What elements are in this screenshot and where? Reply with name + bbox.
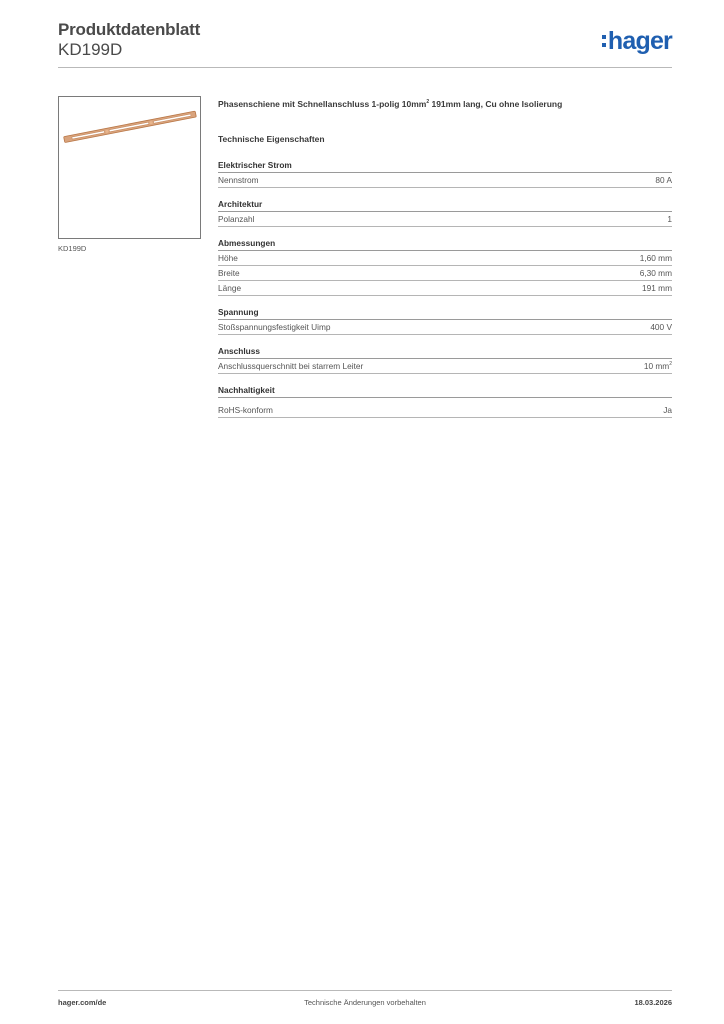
group-title: Abmessungen: [218, 237, 672, 251]
property-value: 400 V: [650, 321, 672, 332]
property-row: [218, 403, 672, 418]
property-label: Höhe: [218, 252, 238, 263]
property-label: Anschlussquerschnitt bei starrem Leiter: [218, 360, 364, 371]
product-image: [58, 96, 201, 239]
property-group-spannung: [218, 306, 672, 335]
property-row: [218, 266, 672, 281]
property-group-nachhaltigkeit: [218, 384, 672, 418]
product-code: KD199D: [58, 40, 123, 59]
image-caption: KD199D: [58, 244, 87, 253]
property-value: 1: [667, 213, 672, 224]
property-value: 6,30 mm: [639, 267, 672, 278]
group-title: Elektrischer Strom: [218, 159, 672, 173]
property-value: 80 A: [655, 174, 672, 185]
footer-date: 18.03.2026: [634, 998, 672, 1007]
product-details: [218, 96, 672, 418]
property-label: Länge: [218, 282, 242, 293]
footer-note: Technische Änderungen vorbehalten: [304, 998, 426, 1007]
property-group-anschluss: [218, 345, 672, 374]
property-group-architektur: [218, 198, 672, 227]
header-divider: [58, 67, 672, 68]
property-value: 1,60 mm: [639, 252, 672, 263]
property-label: Breite: [218, 267, 240, 278]
group-title: Architektur: [218, 198, 672, 212]
property-value: 191 mm: [642, 282, 672, 293]
property-value: 10 $mm^2$: [643, 360, 672, 371]
busbar-illustration: [59, 97, 200, 238]
property-row: [218, 359, 672, 374]
property-row: [218, 281, 672, 296]
property-label: Polanzahl: [218, 213, 255, 224]
property-group-elektrischer-strom: [218, 159, 672, 188]
property-label: Nennstrom: [218, 174, 259, 185]
property-value: Ja: [663, 404, 672, 415]
property-label: RoHS-konform: [218, 404, 273, 415]
group-title: Anschluss: [218, 345, 672, 359]
group-title: Spannung: [218, 306, 672, 320]
group-title: Nachhaltigkeit: [218, 384, 672, 398]
section-heading: Technische Eigenschaften: [218, 133, 325, 144]
property-group-abmessungen: [218, 237, 672, 296]
property-label: Stoßspannungsfestigkeit Uimp: [218, 321, 331, 332]
page-title: Produktdatenblatt: [58, 20, 201, 39]
property-row: [218, 212, 672, 227]
property-row: [218, 320, 672, 335]
footer-divider: [58, 990, 672, 991]
property-row: [218, 173, 672, 188]
hager-logo: [602, 28, 672, 54]
logo-text: hager: [607, 27, 672, 55]
page-header: [58, 20, 672, 68]
website-link[interactable]: hager.com/de: [58, 998, 107, 1007]
property-row: [218, 251, 672, 266]
product-description: Phasenschiene mit Schnellanschluss 1-polig $10mm^2$ 191mm lang, Cu ohne Isolierung: [218, 98, 563, 109]
